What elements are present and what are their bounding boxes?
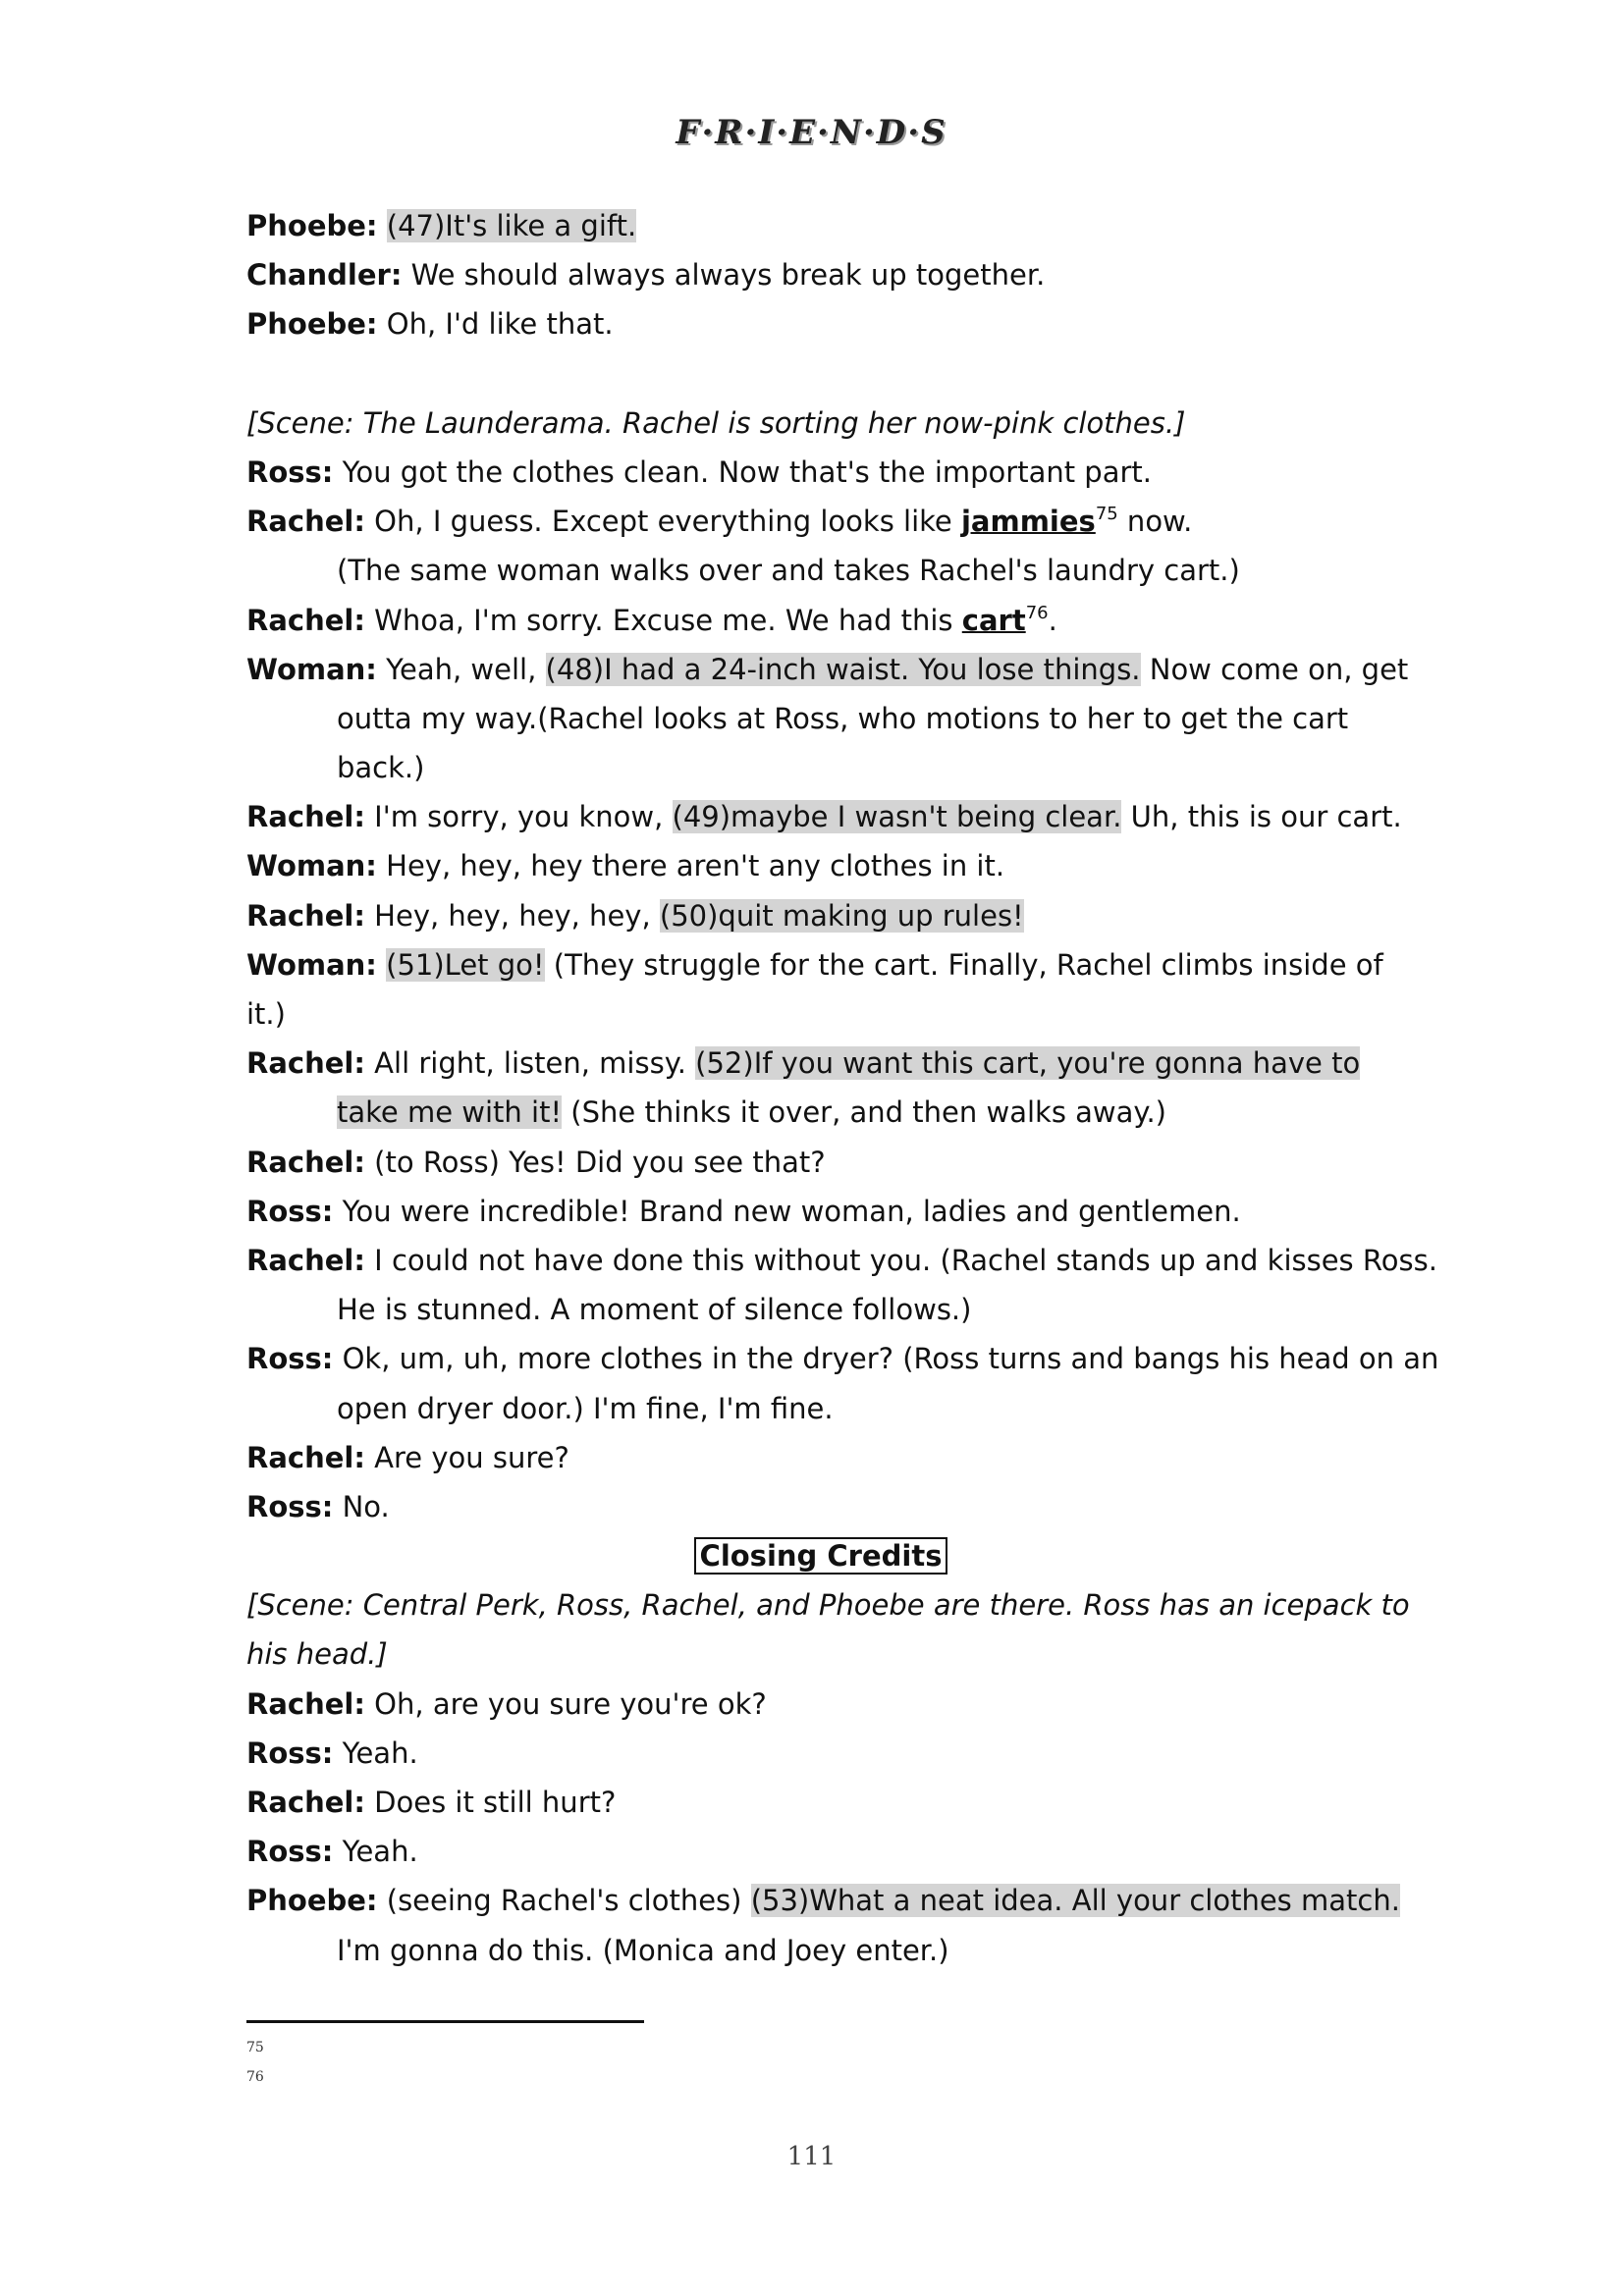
dialogue: Hey, hey, hey there aren't any clothes in it. <box>376 849 1005 883</box>
speaker: Rachel: <box>246 1243 365 1277</box>
speaker: Rachel: <box>246 603 365 637</box>
dialogue: Oh, I guess. Except everything looks like <box>364 505 961 539</box>
highlighted-phrase: (51)Let go! <box>386 947 545 982</box>
script-line-continued: He is stunned. A moment of silence follows.) <box>337 1293 972 1327</box>
speaker: Ross: <box>246 1342 334 1376</box>
dialogue: . <box>1048 603 1057 637</box>
script-line <box>246 448 1395 497</box>
script-line <box>246 792 1402 841</box>
footnote-76: 76 <box>246 2069 264 2085</box>
script-line <box>246 645 1409 694</box>
blank-line <box>246 349 1395 399</box>
speaker: Ross: <box>246 454 334 489</box>
script-line-continued: I'm gonna do this. (Monica and Joey enter.) <box>337 1933 949 1967</box>
speaker: Chandler: <box>246 258 403 293</box>
stage-direction: (The same woman walks over and takes Rachel's laundry cart.) <box>337 554 1240 588</box>
speaker: Ross: <box>246 1835 334 1869</box>
section-heading <box>246 1531 1395 1580</box>
speaker: Woman: <box>246 652 377 686</box>
script-line <box>246 841 1395 890</box>
footnote-divider <box>246 2020 644 2023</box>
script-line-continued <box>246 1088 1395 1137</box>
scene-direction: his head.] <box>246 1637 388 1672</box>
highlighted-phrase: (49)maybe I wasn't being clear. <box>672 800 1122 834</box>
script-line <box>246 1729 1395 1778</box>
dialogue: We should always always break up together. <box>402 258 1046 293</box>
speaker: Rachel: <box>246 1046 365 1081</box>
script-line <box>246 1433 1395 1482</box>
dialogue: Yeah. <box>333 1735 418 1770</box>
script-line <box>246 1827 1395 1876</box>
dialogue: Yeah. <box>333 1835 418 1869</box>
script-line <box>246 891 1395 940</box>
script-line <box>246 1876 1400 1925</box>
dialogue: Yeah, well, <box>376 652 546 686</box>
dialogue: Whoa, I'm sorry. Excuse me. We had this <box>364 603 962 637</box>
page-number: 111 <box>786 2142 837 2171</box>
speaker: Ross: <box>246 1735 334 1770</box>
script-line <box>246 299 1395 348</box>
dialogue: You were incredible! Brand new woman, ladies and gentlemen. <box>333 1194 1241 1228</box>
script-line-continued: outta my way.(Rachel looks at Ross, who motions to her to get the cart <box>337 701 1349 735</box>
scene-direction: [Scene: The Launderama. Rachel is sorting her now-pink clothes.] <box>246 405 1186 440</box>
speaker: Woman: <box>246 947 377 982</box>
highlighted-phrase: take me with it! <box>337 1095 563 1130</box>
dialogue: Oh, are you sure you're ok? <box>364 1686 767 1721</box>
speaker: Rachel: <box>246 505 365 539</box>
script-line-continued: back.) <box>337 751 425 785</box>
speaker: Rachel: <box>246 1145 365 1179</box>
highlighted-phrase: (50)quit making up rules! <box>659 898 1024 933</box>
footnote-75: 75 <box>246 2040 264 2056</box>
vocab-word: cart <box>961 603 1026 637</box>
script-line <box>246 1236 1437 1285</box>
dialogue: Uh, this is our cart. <box>1121 800 1402 834</box>
script-line <box>246 596 1395 645</box>
dialogue: I could not have done this without you. (Rachel stands up and kisses Ross. <box>364 1243 1437 1277</box>
dialogue: Ok, um, uh, more clothes in the dryer? (Ross turns and bangs his head on an <box>333 1342 1439 1376</box>
dialogue: (to Ross) Yes! Did you see that? <box>364 1145 826 1179</box>
footnote-ref: 76 <box>1025 602 1049 623</box>
dialogue: All right, listen, missy. <box>364 1046 696 1081</box>
friends-logo: F·R·I·E·N·D·S <box>676 113 947 152</box>
speaker: Ross: <box>246 1194 334 1228</box>
speaker: Rachel: <box>246 800 365 834</box>
dialogue: Oh, I'd like that. <box>377 307 614 342</box>
script-line <box>246 1039 1395 1088</box>
speaker: Phoebe: <box>246 209 378 242</box>
script-line <box>246 250 1395 299</box>
dialogue: (They struggle for the cart. Finally, Rachel climbs inside of <box>544 947 1383 982</box>
speaker: Rachel: <box>246 1686 365 1721</box>
dialogue: Are you sure? <box>364 1440 569 1474</box>
dialogue: (seeing Rachel's clothes) <box>377 1884 751 1918</box>
speaker: Phoebe: <box>246 1884 378 1918</box>
vocab-word: jammies <box>960 505 1096 539</box>
highlighted-phrase: (48)I had a 24-inch waist. You lose things. <box>545 652 1141 686</box>
speaker: Woman: <box>246 849 377 883</box>
scene-direction: [Scene: Central Perk, Ross, Rachel, and Phoebe are there. Ross has an icepack to <box>246 1588 1410 1623</box>
script-line <box>246 1482 1395 1531</box>
speaker: Ross: <box>246 1489 334 1523</box>
dialogue <box>377 948 386 982</box>
dialogue: I'm sorry, you know, <box>364 800 673 834</box>
script-line <box>246 1778 1395 1827</box>
script-body <box>246 201 1439 1975</box>
dialogue: Does it still hurt? <box>364 1786 617 1819</box>
speaker: Rachel: <box>246 1440 365 1474</box>
footnote-ref: 75 <box>1095 504 1118 525</box>
dialogue: No. <box>333 1489 390 1523</box>
script-line <box>246 1138 1395 1187</box>
closing-credits-heading: Closing Credits <box>694 1537 948 1575</box>
script-line-continued: it.) <box>246 997 286 1031</box>
dialogue: now. <box>1117 505 1193 539</box>
speaker: Rachel: <box>246 1786 365 1819</box>
speaker: Phoebe: <box>246 307 378 342</box>
highlighted-phrase: (53)What a neat idea. All your clothes match. <box>750 1884 1400 1918</box>
script-line <box>246 497 1395 546</box>
dialogue: (She thinks it over, and then walks away.) <box>562 1095 1166 1130</box>
dialogue: Hey, hey, hey, hey, <box>364 898 660 933</box>
script-line <box>246 201 1395 250</box>
script-line <box>246 1334 1439 1383</box>
highlighted-phrase: (52)If you want this cart, you're gonna have to <box>695 1046 1361 1081</box>
script-line <box>246 1187 1395 1236</box>
dialogue: Now come on, get <box>1140 652 1409 686</box>
script-line-continued: open dryer door.) I'm fine, I'm fine. <box>337 1391 834 1425</box>
script-line <box>246 1680 1395 1729</box>
dialogue: You got the clothes clean. Now that's the important part. <box>333 454 1152 489</box>
speaker: Rachel: <box>246 898 365 933</box>
script-line <box>246 940 1395 989</box>
highlighted-phrase: (47)It's like a gift. <box>386 209 637 242</box>
